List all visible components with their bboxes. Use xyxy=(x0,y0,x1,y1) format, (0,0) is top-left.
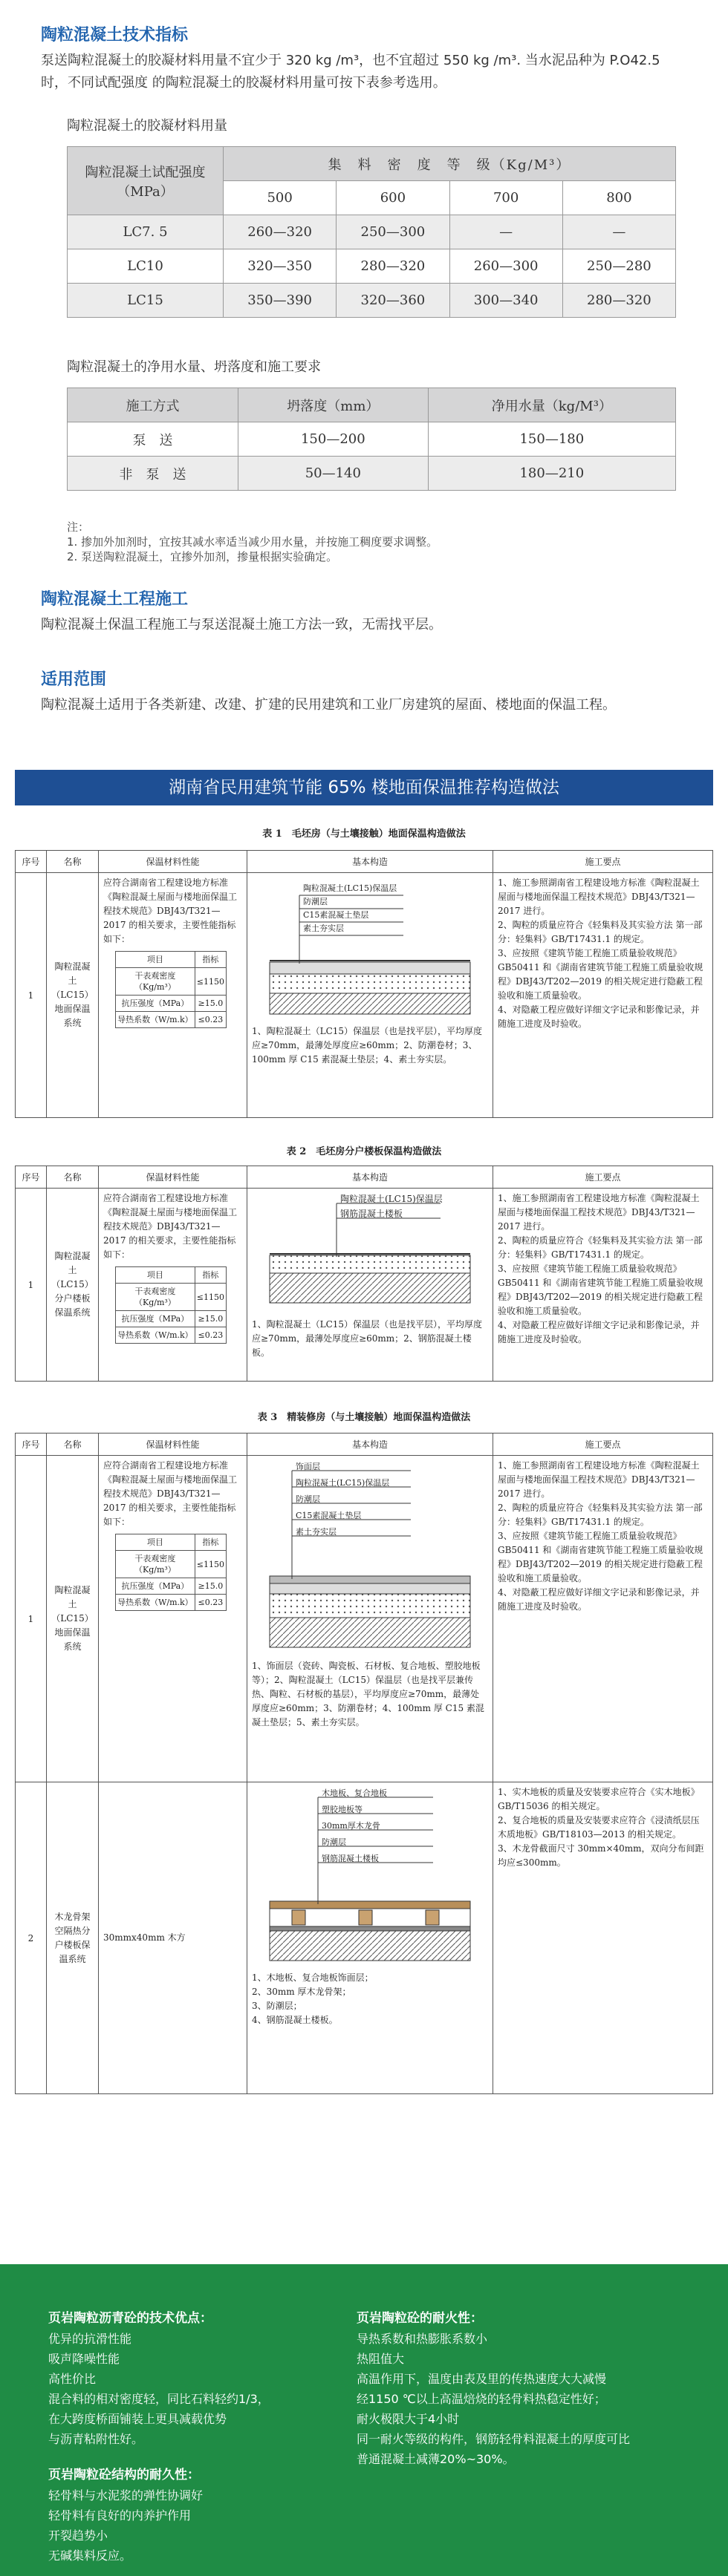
panel-item: 优异的抗滑性能 xyxy=(48,2332,132,2346)
layer-label: 30mm厚木龙骨 xyxy=(322,1821,380,1831)
water-table xyxy=(67,388,676,491)
panel-item: 与沥青粘附性好。 xyxy=(48,2432,144,2446)
row-number: 1 xyxy=(16,1189,47,1382)
col-header: 基本构造 xyxy=(247,1434,493,1456)
structure-desc: 1、陶粒混凝土（LC15）保温层（也是找平层），平均厚度应≥70mm，最薄处厚度应≥60mm；2、防潮卷材；3、100mm 厚 C15 素混凝土垫层；4、素土夯实层。 xyxy=(252,1026,483,1065)
col-header: 序号 xyxy=(16,851,47,873)
table-caption-1: 表 1 毛坯房（与土壤接触）地面保温构造做法 xyxy=(262,828,466,840)
col-header: 保温材料性能 xyxy=(99,1166,247,1189)
table-row xyxy=(68,284,676,318)
col-header: 施工要点 xyxy=(493,851,713,873)
layer-label: 防潮层 xyxy=(322,1837,346,1847)
layer-label: C15素混凝土垫层 xyxy=(303,910,369,920)
system-name: 陶粒混凝土（LC15）地面保温系统 xyxy=(47,873,99,1118)
perf-cell xyxy=(99,1456,247,1782)
notes xyxy=(67,520,706,564)
perf-text: 应符合湖南省工程建设地方标准《陶粒混凝土屋面与楼地面保温工程技术规范》DBJ43/T321—2017 的相关要求，主要性能指标如下： xyxy=(103,877,238,944)
table-caption-2: 表 2 毛坯房分户楼板保温构造做法 xyxy=(286,1146,442,1157)
layer-label: 饰面层 xyxy=(296,1462,320,1471)
layer-label: 陶粒混凝土(LC15)保温层 xyxy=(340,1194,443,1204)
grade-cell: LC7. 5 xyxy=(68,215,224,249)
perf-mini-table xyxy=(115,1534,227,1611)
structure-cell xyxy=(247,1782,493,2094)
construction-points: 1、施工参照湖南省工程建设地方标准《陶粒混凝土屋面与楼地面保温工程技术规范》DBJ43/T321—2017 进行。 2、陶粒的质量应符合《轻集料及其实验方法 第一部分：轻集料》GB/T17431.1 的规定。 3、应按照《建筑节能工程施工质量验收规范》GB50411 和《湖南省建筑节能工程施工质量验收规程》DBJ43/T202—2019 的相关规定进行隐蔽工程验收和施工质量验收。 4、对隐蔽工程应做好详细文字记录和影像记录，并随施工进度及时验收。 xyxy=(493,873,713,1118)
col-header: 基本构造 xyxy=(247,851,493,873)
layer-label: 素土夯实层 xyxy=(296,1527,337,1537)
col-header: 施工要点 xyxy=(493,1166,713,1189)
structure-cell xyxy=(247,1456,493,1782)
col-header: 基本构造 xyxy=(247,1166,493,1189)
panel-item: 轻骨料与水泥浆的弹性协调好 xyxy=(48,2488,204,2503)
panel-item: 开裂趋势小 xyxy=(48,2528,108,2543)
slump-cell: 150—200 xyxy=(238,422,429,457)
structure-cell xyxy=(247,873,493,1118)
grade-cell: LC10 xyxy=(68,249,224,284)
panel-item: 热阻值大 xyxy=(357,2352,405,2366)
water-cell: 150—180 xyxy=(428,422,675,457)
layer-label: 防潮层 xyxy=(303,897,328,906)
layer-diagram xyxy=(247,873,493,1021)
table2-header: 坍落度（mm） xyxy=(238,388,429,422)
construction-table-1 xyxy=(15,850,713,1118)
mini-label: 抗压强度（MPa） xyxy=(116,1311,195,1327)
table-caption-3: 表 3 精装修房（与土壤接触）地面保温构造做法 xyxy=(257,1412,471,1423)
note-item: 2. 泵送陶粒混凝土，宜掺外加剂，掺量根据实验确定。 xyxy=(67,550,338,563)
density-800: 800 xyxy=(562,181,675,215)
mini-value: ≤0.23 xyxy=(195,1595,226,1611)
perf-cell xyxy=(99,873,247,1118)
col-header: 施工要点 xyxy=(493,1434,713,1456)
layer-diagram xyxy=(247,1189,493,1315)
panel-heading: 页岩陶粒砼结构的耐久性： xyxy=(48,2468,200,2482)
table-row xyxy=(68,249,676,284)
mini-label: 干表观密度（Kg/m³） xyxy=(116,1551,195,1578)
mini-value: ≥15.0 xyxy=(195,1311,226,1327)
system-name: 陶粒混凝土（LC15）地面保温系统 xyxy=(47,1456,99,1782)
system-name: 陶粒混凝土（LC15）分户楼板保温系统 xyxy=(47,1189,99,1382)
col-header: 序号 xyxy=(16,1166,47,1189)
panel-item: 经1150 ℃以上高温焙烧的轻骨料热稳定性好； xyxy=(357,2392,606,2406)
tech-intro: 泵送陶粒混凝土的胶凝材料用量不宜少于 320 kg /m³，也不宜超过 550 kg /m³. 当水泥品种为 P.O42.5 时，不同试配强度 的陶粒混凝土的胶凝材料用量可按下表参考选用。 xyxy=(41,53,660,91)
value-cell: 280—320 xyxy=(562,284,675,318)
table1-group: 集 料 密 度 等 级（Kg/M³） xyxy=(224,147,676,181)
table-row xyxy=(16,1189,713,1382)
panel-heading: 页岩陶粒沥青砼的技术优点： xyxy=(48,2311,212,2326)
table-row xyxy=(16,1782,713,2094)
layer-label: 防潮层 xyxy=(296,1494,320,1504)
layer-diagram xyxy=(247,1456,493,1656)
panel-item: 高温作用下，温度由表及里的传热速度大大减慢 xyxy=(357,2372,607,2386)
construction-points: 1、施工参照湖南省工程建设地方标准《陶粒混凝土屋面与楼地面保温工程技术规范》DBJ43/T321—2017 进行。 2、陶粒的质量应符合《轻集料及其实验方法 第一部分：轻集料》GB/T17431.1 的规定。 3、应按照《建筑节能工程施工质量验收规范》GB50411 和《湖南省建筑节能工程施工质量验收规程》DBJ43/T202—2019 的相关规定进行隐蔽工程验收和施工质量验收。 4、对隐蔽工程应做好详细文字记录和影像记录，并随施工进度及时验收。 xyxy=(493,1456,713,1782)
panel-item: 普通混凝土减薄20%~30%。 xyxy=(357,2452,515,2466)
scope-title: 适用范围 xyxy=(41,670,107,689)
mini-value: ≤1150 xyxy=(195,1551,226,1578)
mini-header: 指标 xyxy=(195,1267,226,1284)
construction-title: 陶粒混凝土工程施工 xyxy=(41,590,189,609)
table1-caption: 陶粒混凝土的胶凝材料用量 xyxy=(67,118,227,134)
method-cell: 非 泵 送 xyxy=(68,457,238,491)
mini-header: 项目 xyxy=(116,952,195,968)
grade-cell: LC15 xyxy=(68,284,224,318)
mini-header: 项目 xyxy=(116,1534,195,1551)
mini-header: 项目 xyxy=(116,1267,195,1284)
mini-label: 干表观密度（Kg/m³） xyxy=(116,1284,195,1311)
table-row xyxy=(16,1456,713,1782)
scope-text: 陶粒混凝土适用于各类新建、改建、扩建的民用建筑和工业厂房建筑的屋面、楼地面的保温工程。 xyxy=(41,697,616,713)
system-name: 木龙骨架空隔热分户楼板保温系统 xyxy=(47,1782,99,2094)
table-row xyxy=(68,215,676,249)
mini-label: 导热系数（W/m.k） xyxy=(116,1595,195,1611)
fire-resistance xyxy=(357,2309,706,2469)
value-cell: 260—300 xyxy=(449,249,562,284)
table-row xyxy=(68,457,676,491)
value-cell: 250—300 xyxy=(337,215,449,249)
panel-item: 轻骨料有良好的内养护作用 xyxy=(48,2508,192,2523)
structure-desc: 1、木地板、复合地板饰面层； 2、30mm 厚木龙骨架； 3、防潮层； 4、钢筋混凝土楼板。 xyxy=(252,1972,374,2025)
layer-label: 素土夯实层 xyxy=(303,923,344,933)
col-header: 名称 xyxy=(47,1166,99,1189)
mini-value: ≤1150 xyxy=(195,1284,226,1311)
layer-label: 钢筋混凝土楼板 xyxy=(322,1854,379,1863)
row-number: 1 xyxy=(16,873,47,1118)
value-cell: 300—340 xyxy=(449,284,562,318)
perf-mini-table xyxy=(115,1266,227,1344)
layer-label: 钢筋混凝土楼板 xyxy=(340,1209,403,1219)
table2-caption: 陶粒混凝土的净用水量、坍落度和施工要求 xyxy=(67,359,321,375)
table-row xyxy=(16,873,713,1118)
mini-label: 干表观密度（Kg/m³） xyxy=(116,968,195,996)
table2-header: 净用水量（kg/M³） xyxy=(428,388,675,422)
value-cell: — xyxy=(449,215,562,249)
mini-header: 指标 xyxy=(195,952,226,968)
perf-text: 应符合湖南省工程建设地方标准《陶粒混凝土屋面与楼地面保温工程技术规范》DBJ43/T321—2017 的相关要求，主要性能指标如下： xyxy=(103,1193,238,1260)
construction-table-2 xyxy=(15,1166,713,1382)
tech-advantages xyxy=(48,2309,345,2566)
table2-header: 施工方式 xyxy=(68,388,238,422)
structure-desc: 1、陶粒混凝土（LC15）保温层（也是找平层），平均厚度应≥70mm，最薄处厚度应≥60mm；2、钢筋混凝土楼板。 xyxy=(252,1319,483,1358)
layer-label: C15素混凝土垫层 xyxy=(296,1511,362,1520)
col-header: 序号 xyxy=(16,1434,47,1456)
col-header: 名称 xyxy=(47,1434,99,1456)
value-cell: 350—390 xyxy=(224,284,337,318)
col-header: 名称 xyxy=(47,851,99,873)
perf-text: 30mmx40mm 木方 xyxy=(99,1782,247,2094)
panel-item: 耐火极限大于4小时 xyxy=(357,2412,460,2426)
mini-label: 导热系数（W/m.k） xyxy=(116,1327,195,1344)
value-cell: 260—320 xyxy=(224,215,337,249)
value-cell: 280—320 xyxy=(337,249,449,284)
mini-value: ≤1150 xyxy=(195,968,226,996)
table1-col0: 陶粒混凝土试配强度（MPa） xyxy=(68,147,224,215)
value-cell: 320—350 xyxy=(224,249,337,284)
mini-value: ≤0.23 xyxy=(195,1012,226,1028)
col-header: 保温材料性能 xyxy=(99,1434,247,1456)
slump-cell: 50—140 xyxy=(238,457,429,491)
layer-diagram xyxy=(247,1782,493,1968)
perf-text: 应符合湖南省工程建设地方标准《陶粒混凝土屋面与楼地面保温工程技术规范》DBJ43/T321—2017 的相关要求，主要性能指标如下： xyxy=(103,1460,238,1527)
density-600: 600 xyxy=(337,181,449,215)
value-cell: 250—280 xyxy=(562,249,675,284)
mini-header: 指标 xyxy=(195,1534,226,1551)
mini-label: 抗压强度（MPa） xyxy=(116,1578,195,1595)
table-row xyxy=(68,422,676,457)
notes-title: 注： xyxy=(67,520,90,534)
panel-item: 吸声降噪性能 xyxy=(48,2352,120,2366)
mini-value: ≥15.0 xyxy=(195,1578,226,1595)
density-700: 700 xyxy=(449,181,562,215)
construction-points: 1、实木地板的质量及安装要求应符合《实木地板》GB/T15036 的相关规定。 2、复合地板的质量及安装要求应符合《浸渍纸层压木质地板》GB/T18103—2013 的相关规定。 3、木龙骨截面尺寸 30mm×40mm，双向分布间距均应≤300mm。 xyxy=(493,1782,713,2094)
construction-points: 1、施工参照湖南省工程建设地方标准《陶粒混凝土屋面与楼地面保温工程技术规范》DBJ43/T321—2017 进行。 2、陶粒的质量应符合《轻集料及其实验方法 第一部分：轻集料》GB/T17431.1 的规定。 3、应按照《建筑节能工程施工质量验收规范》GB50411 和《湖南省建筑节能工程施工质量验收规程》DBJ43/T202—2019 的相关规定进行隐蔽工程验收和施工质量验收。 4、对隐蔽工程应做好详细文字记录和影像记录，并随施工进度及时验收。 xyxy=(493,1189,713,1382)
panel-heading: 页岩陶粒砼的耐火性： xyxy=(357,2311,483,2326)
value-cell: — xyxy=(562,215,675,249)
layer-label: 塑胶地板等 xyxy=(322,1805,363,1814)
structure-cell xyxy=(247,1189,493,1382)
layer-label: 木地板、复合地板 xyxy=(322,1788,387,1798)
panel-item: 混合料的相对密度轻，同比石料轻约1/3， xyxy=(48,2392,270,2406)
mini-label: 导热系数（W/m.k） xyxy=(116,1012,195,1028)
perf-mini-table xyxy=(115,951,227,1028)
advantages-panel xyxy=(0,2264,728,2576)
mini-label: 抗压强度（MPa） xyxy=(116,996,195,1012)
panel-item: 无碱集料反应。 xyxy=(48,2549,132,2563)
density-500: 500 xyxy=(224,181,337,215)
panel-item: 导热系数和热膨胀系数小 xyxy=(357,2332,488,2346)
section-banner: 湖南省民用建筑节能 65% 楼地面保温推荐构造做法 xyxy=(15,770,713,805)
panel-item: 高性价比 xyxy=(48,2372,97,2386)
mini-value: ≤0.23 xyxy=(195,1327,226,1344)
method-cell: 泵 送 xyxy=(68,422,238,457)
mini-value: ≥15.0 xyxy=(195,996,226,1012)
row-number: 2 xyxy=(16,1782,47,2094)
panel-item: 同一耐火等级的构件，钢筋轻骨料混凝土的厚度可比 xyxy=(357,2432,631,2446)
construction-table-3 xyxy=(15,1433,713,2094)
water-cell: 180—210 xyxy=(428,457,675,491)
tech-title: 陶粒混凝土技术指标 xyxy=(41,26,189,45)
panel-item: 在大跨度桥面铺装上更具减载优势 xyxy=(48,2412,227,2426)
col-header: 保温材料性能 xyxy=(99,851,247,873)
binder-table xyxy=(67,146,676,318)
layer-label: 陶粒混凝土(LC15)保温层 xyxy=(296,1478,390,1488)
value-cell: 320—360 xyxy=(337,284,449,318)
structure-desc: 1、饰面层（瓷砖、陶瓷板、石材板、复合地板、塑胶地板等）；2、陶粒混凝土（LC15）保温层（也是找平层兼传热、陶粒、石材板的基层），平均厚度应≥70mm，最薄处厚度应≥60mm；3、防潮卷材；4、100mm 厚 C15 素混凝土垫层；5、素土夯实层。 xyxy=(252,1661,484,1727)
row-number: 1 xyxy=(16,1456,47,1782)
note-item: 1. 掺加外加剂时，宜按其减水率适当减少用水量，并按施工稠度要求调整。 xyxy=(67,535,438,549)
layer-label: 陶粒混凝土(LC15)保温层 xyxy=(303,883,397,893)
construction-text: 陶粒混凝土保温工程施工与泵送混凝土施工方法一致，无需找平层。 xyxy=(41,617,442,632)
perf-cell xyxy=(99,1189,247,1382)
